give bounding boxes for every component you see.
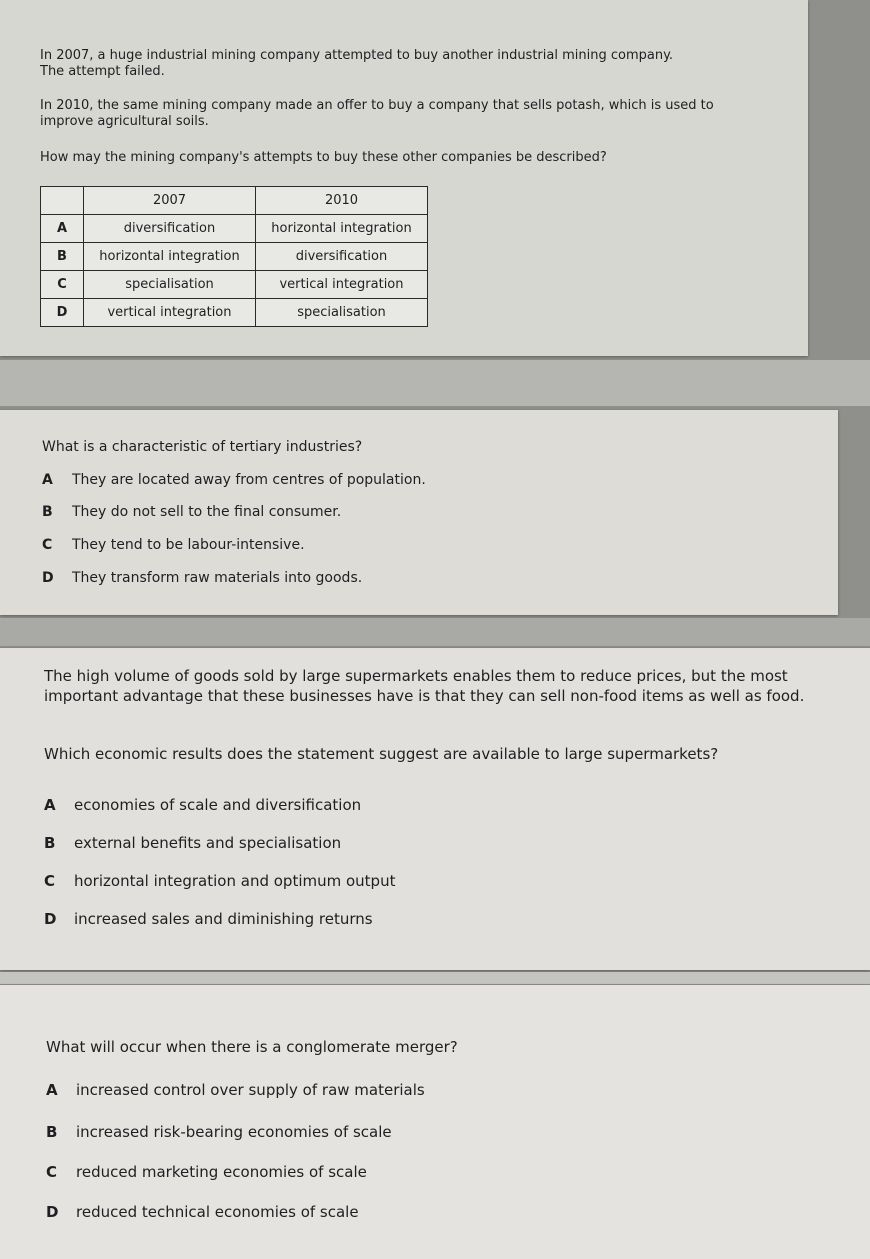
option-letter: C: [44, 872, 56, 890]
table-cell-2010: horizontal integration: [256, 215, 428, 243]
option-text: economies of scale and diversification: [74, 796, 362, 814]
page-gap: [0, 972, 870, 984]
option-letter: A: [46, 1081, 58, 1099]
option-text: external benefits and specialisation: [74, 834, 342, 852]
option-letter: D: [41, 299, 84, 327]
option-letter: B: [42, 504, 53, 520]
option-letter: C: [42, 537, 53, 553]
page-gap: [0, 360, 870, 406]
table-header-2010: 2010: [256, 187, 428, 215]
option-letter: D: [46, 1203, 59, 1221]
table-header-blank: [41, 187, 84, 215]
option-letter: A: [41, 215, 84, 243]
table-cell-2010: vertical integration: [256, 271, 428, 299]
q3-option-a[interactable]: [44, 796, 361, 814]
table-row[interactable]: [41, 271, 428, 299]
table-cell-2007: diversification: [84, 215, 256, 243]
q2-question: What is a characteristic of tertiary industries?: [42, 439, 363, 455]
table-cell-2010: diversification: [256, 243, 428, 271]
option-letter: B: [41, 243, 84, 271]
table-header-2007: 2007: [84, 187, 256, 215]
option-letter: A: [42, 472, 53, 488]
table-row[interactable]: [41, 299, 428, 327]
table-cell-2007: vertical integration: [84, 299, 256, 327]
q3-option-d[interactable]: [44, 910, 373, 928]
q3-option-b[interactable]: [44, 834, 341, 852]
option-letter: D: [44, 910, 57, 928]
q1-intro-paragraph-2: In 2010, the same mining company made an offer to buy a company that sells potash, which is used to improve agricultural soils.: [40, 98, 714, 129]
question-sheet-4: [0, 985, 870, 1259]
q1-question: How may the mining company's attempts to buy these other companies be described?: [40, 150, 607, 165]
q1-answer-table: [40, 186, 428, 327]
q4-option-a[interactable]: [46, 1081, 425, 1099]
question-sheet-1: [0, 0, 808, 356]
q4-option-b[interactable]: [46, 1123, 392, 1141]
question-sheet-3: [0, 648, 870, 970]
table-cell-2007: specialisation: [84, 271, 256, 299]
table-row[interactable]: [41, 243, 428, 271]
option-text: They transform raw materials into goods.: [72, 570, 363, 586]
option-text: They do not sell to the final consumer.: [72, 504, 342, 520]
option-text: increased control over supply of raw materials: [76, 1081, 425, 1099]
q3-question: Which economic results does the statement suggest are available to large supermarkets?: [44, 745, 719, 763]
option-letter: A: [44, 796, 56, 814]
option-letter: C: [46, 1163, 58, 1181]
question-sheet-2: [0, 410, 838, 615]
option-letter: B: [46, 1123, 58, 1141]
q4-question: What will occur when there is a conglomerate merger?: [46, 1038, 458, 1056]
option-letter: B: [44, 834, 56, 852]
table-cell-2010: specialisation: [256, 299, 428, 327]
option-letter: D: [42, 570, 54, 586]
q2-option-a[interactable]: [42, 472, 426, 488]
q1-intro-line-1: In 2007, a huge industrial mining company attempted to buy another industrial mining company.: [40, 48, 674, 63]
q3-option-c[interactable]: [44, 872, 395, 890]
option-text: increased risk-bearing economies of scale: [76, 1123, 392, 1141]
option-letter: C: [41, 271, 84, 299]
option-text: horizontal integration and optimum output: [74, 872, 396, 890]
q4-option-d[interactable]: [46, 1203, 359, 1221]
q2-option-c[interactable]: [42, 537, 305, 553]
q1-intro-line-2: The attempt failed.: [40, 64, 165, 79]
page-gap: [0, 618, 870, 646]
option-text: They tend to be labour-intensive.: [72, 537, 305, 553]
table-cell-2007: horizontal integration: [84, 243, 256, 271]
table-row[interactable]: [41, 215, 428, 243]
q2-option-d[interactable]: [42, 570, 362, 586]
q3-statement: The high volume of goods sold by large supermarkets enables them to reduce prices, but the most important advantage that these businesses have is that they can sell non-food items as well as food.: [44, 667, 805, 705]
option-text: increased sales and diminishing returns: [74, 910, 373, 928]
option-text: They are located away from centres of population.: [72, 472, 426, 488]
table-header-row: [41, 187, 428, 215]
option-text: reduced marketing economies of scale: [76, 1163, 367, 1181]
q2-option-b[interactable]: [42, 504, 341, 520]
q4-option-c[interactable]: [46, 1163, 367, 1181]
option-text: reduced technical economies of scale: [76, 1203, 359, 1221]
